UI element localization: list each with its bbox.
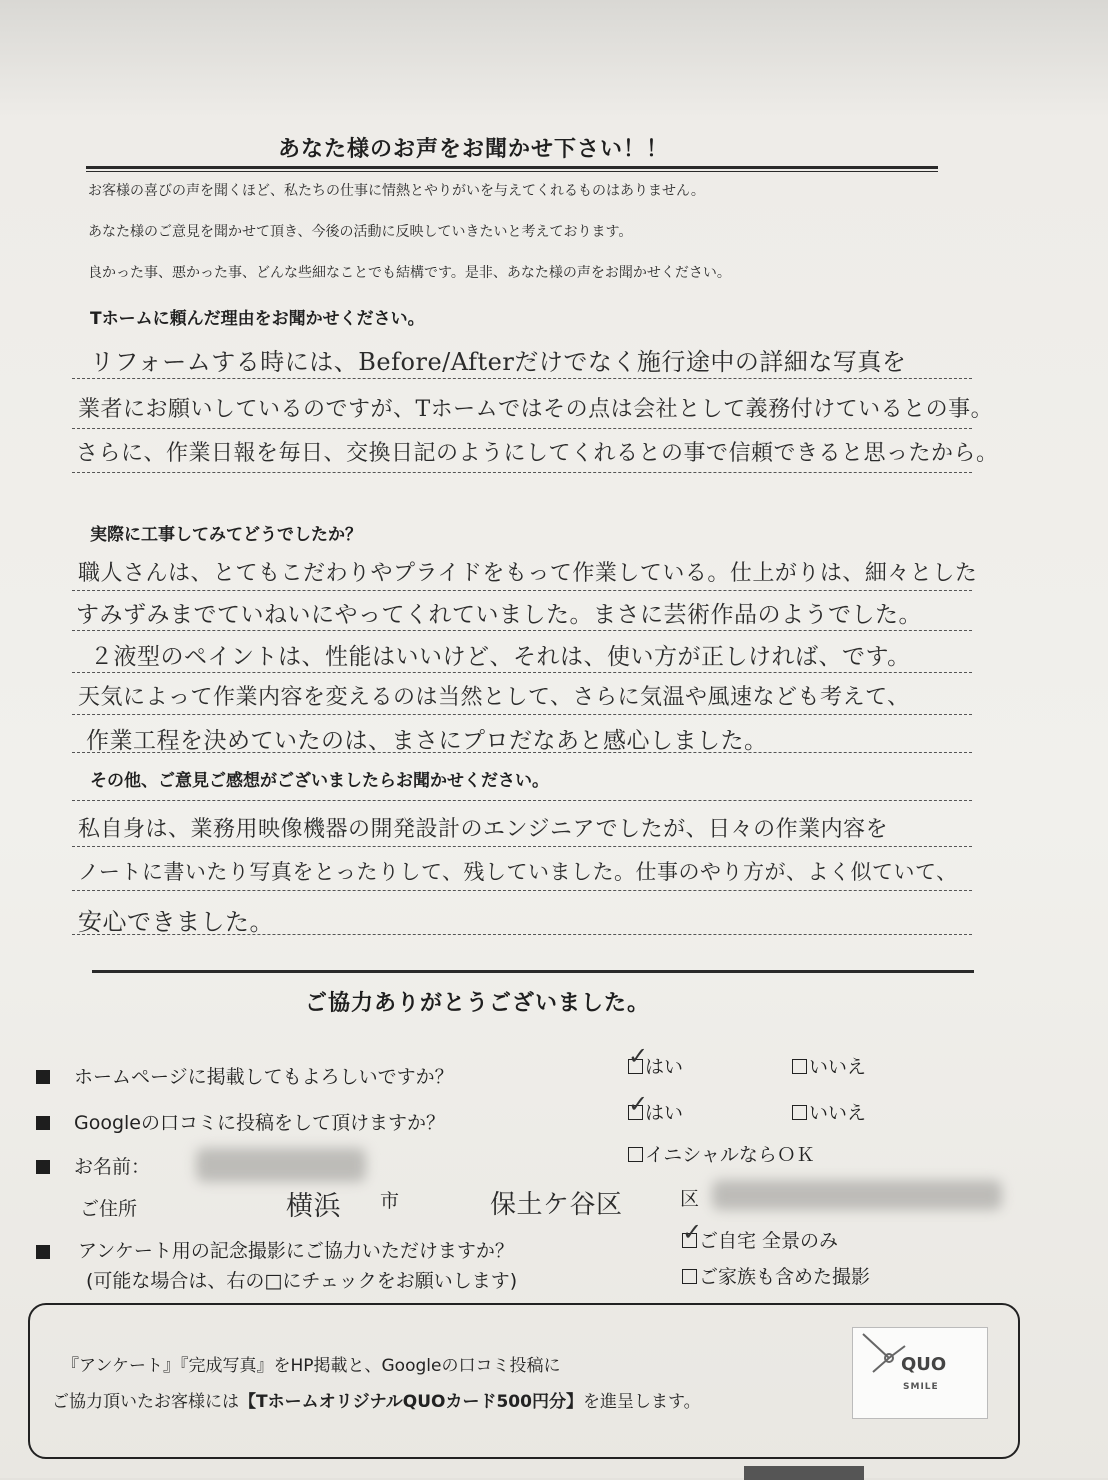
notice-line-2-bold: 【TホームオリジナルQUOカード500円分】	[239, 1392, 583, 1412]
answer-rule	[72, 934, 972, 935]
address-ward-handwritten: 保土ケ谷区	[490, 1190, 623, 1220]
title-underline-thin	[86, 171, 938, 172]
check-mark-icon: ✓	[628, 1090, 649, 1118]
photo-note: (可能な場合は、右の□にチェックをお願いします)	[86, 1270, 518, 1292]
photo-question: アンケート用の記念撮影にご協力いただけますか？	[78, 1240, 514, 1262]
checkbox[interactable]	[792, 1059, 807, 1074]
answer-other-line-1: 私自身は、業務用映像機器の開発設計のエンジニアでしたが、日々の作業内容を	[78, 817, 889, 842]
photo-option-family[interactable]	[682, 1262, 870, 1289]
quo-logo: QUO	[901, 1354, 947, 1375]
photo-option-exterior-label: ご自宅 全景のみ	[699, 1230, 839, 1252]
hp-question: ホームページに掲載してもよろしいですか？	[74, 1066, 454, 1088]
answer-rule	[72, 800, 972, 801]
answer-rule	[72, 630, 972, 631]
bullet-icon	[36, 1245, 50, 1259]
answer-experience-line-4: 天気によって作業内容を変えるのは当然として、さらに気温や風速なども考えて、	[78, 685, 910, 710]
answer-rule	[72, 472, 972, 473]
question-other-label: その他、ご意見ご感想がございましたらお聞かせください。	[90, 771, 549, 791]
name-label: お名前：	[74, 1156, 151, 1178]
address-redacted	[712, 1180, 1002, 1210]
question-experience-label: 実際に工事してみてどうでしたか？	[90, 525, 362, 545]
notice-line-2	[52, 1387, 701, 1412]
answer-experience-line-3: ２液型のペイントは、性能はいいけど、それは、使い方が正しければ、です。	[90, 644, 911, 670]
page-title: あなた様のお声をお聞かせ下さい！！	[278, 137, 670, 162]
answer-rule	[72, 752, 972, 753]
photo-option-family-label: ご家族も含めた撮影	[699, 1266, 871, 1288]
hp-no-option[interactable]	[792, 1052, 866, 1079]
quo-card-sub: SMILE	[903, 1382, 939, 1392]
answer-reason-line-1: リフォームする時には、Before/Afterだけでなく施行途中の詳細な写真を	[90, 348, 907, 376]
name-redacted	[196, 1148, 366, 1182]
checkbox[interactable]	[628, 1147, 643, 1162]
answer-experience-line-1: 職人さんは、とてもこだわりやプライドをもって作業している。仕上がりは、細々とした	[78, 561, 978, 586]
google-no-option[interactable]	[792, 1098, 866, 1125]
answer-other-line-3: 安心できました。	[78, 908, 274, 936]
notice-line-2-post: を進呈します。	[582, 1392, 701, 1412]
answer-rule	[72, 890, 972, 891]
city-suffix: 市	[380, 1190, 400, 1212]
answer-reason-line-3: さらに、作業日報を毎日、交換日記のようにしてくれるとの事で信頼できると思ったから。	[76, 441, 999, 466]
notice-line-1: 『アンケート』『完成写真』をHP掲載と、Googleの口コミ投稿に	[62, 1356, 561, 1376]
initial-ok-option[interactable]	[628, 1140, 815, 1167]
thanks-heading: ご協力ありがとうございました。	[305, 991, 651, 1016]
answer-rule	[72, 590, 972, 591]
no-label: いいえ	[809, 1102, 867, 1124]
title-underline	[86, 166, 938, 169]
answer-experience-line-5: 作業工程を決めていたのは、まさにプロだなあと感心しました。	[86, 728, 768, 754]
answer-other-line-2: ノートに書いたり写真をとったりして、残していました。仕事のやり方が、よく似ていて、	[78, 860, 958, 884]
quo-card-image	[852, 1327, 988, 1419]
intro-line-2: あなた様のご意見を聞かせて頂き、今後の活動に反映していきたいと考えております。	[88, 224, 633, 240]
answer-rule	[72, 378, 972, 379]
intro-line-1: お客様の喜びの声を聞くほど、私たちの仕事に情熱とやりがいを与えてくれるものはありません。	[88, 183, 705, 199]
notice-line-2-pre: ご協力頂いたお客様には	[52, 1392, 239, 1412]
photo-option-exterior[interactable]	[682, 1226, 838, 1253]
checkbox[interactable]	[792, 1105, 807, 1120]
answer-rule	[72, 846, 972, 847]
intro-line-3: 良かった事、悪かった事、どんな些細なことでも結構です。是非、あなた様の声をお聞かせください。	[88, 265, 731, 281]
ku-suffix: 区	[680, 1188, 700, 1210]
address-label: ご住所	[80, 1198, 138, 1220]
bullet-icon	[36, 1070, 50, 1084]
check-mark-icon: ✓	[682, 1218, 703, 1246]
answer-rule	[72, 714, 972, 715]
bullet-icon	[36, 1160, 50, 1174]
answer-reason-line-2: 業者にお願いしているのですが、Tホームではその点は会社として義務付けているとの事。	[78, 397, 994, 422]
answer-rule	[72, 672, 972, 673]
answer-rule	[72, 428, 972, 429]
yes-label: はい	[645, 1056, 684, 1078]
check-mark-icon: ✓	[628, 1042, 649, 1070]
bullet-icon	[36, 1116, 50, 1130]
checkbox[interactable]	[682, 1269, 697, 1284]
address-city-handwritten: 横浜	[286, 1191, 341, 1222]
google-question: Googleの口コミに投稿をして頂けますか？	[74, 1112, 446, 1134]
answer-experience-line-2: すみずみまでていねいにやってくれていました。まさに芸術作品のようでした。	[76, 602, 922, 628]
question-reason-label: Tホームに頼んだ理由をお聞かせください。	[90, 309, 425, 329]
initial-ok-label: イニシャルならＯＫ	[645, 1144, 815, 1166]
section-divider	[92, 970, 974, 973]
no-label: いいえ	[809, 1056, 867, 1078]
yes-label: はい	[645, 1102, 684, 1124]
